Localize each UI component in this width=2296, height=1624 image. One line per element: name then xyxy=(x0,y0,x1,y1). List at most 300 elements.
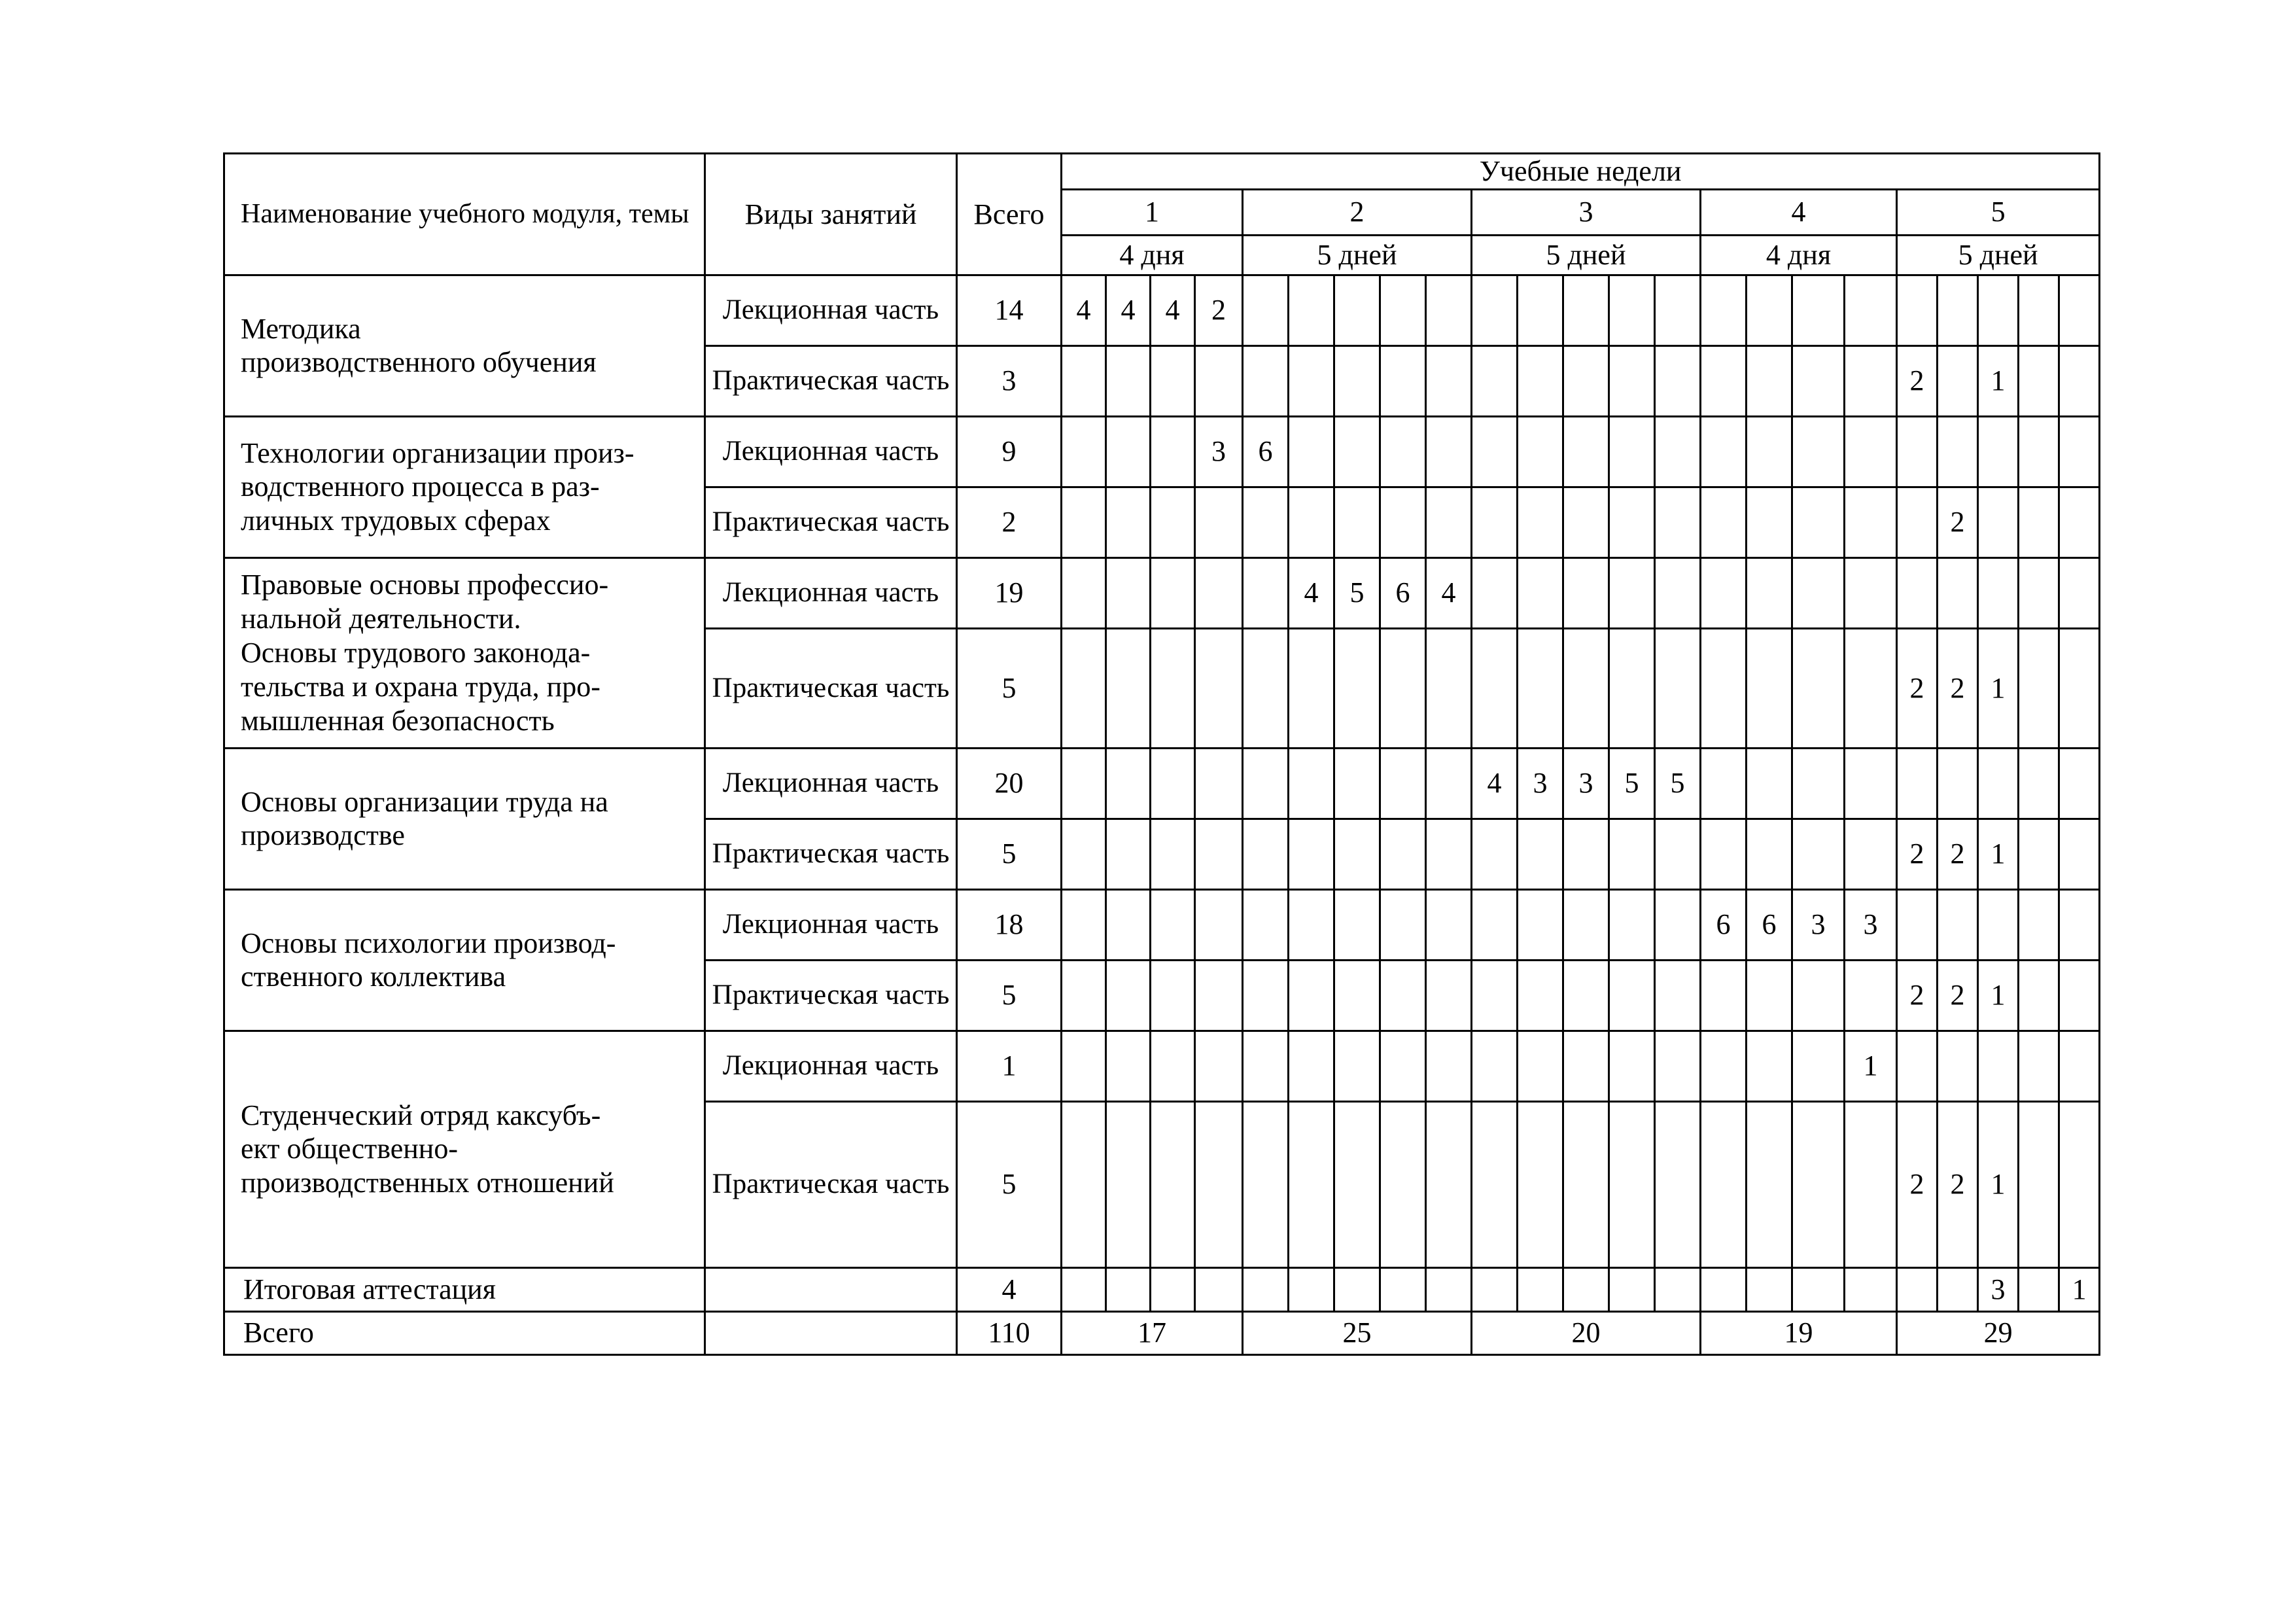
week-total: 20 xyxy=(1472,1311,1701,1354)
day-hours xyxy=(1106,628,1151,748)
module-name-text xyxy=(241,785,692,853)
lesson-kind: Практическая часть xyxy=(705,1101,957,1267)
day-hours xyxy=(1563,487,1609,557)
lesson-kind: Лекционная часть xyxy=(705,1031,957,1101)
day-hours xyxy=(1472,557,1518,628)
day-hours xyxy=(2019,487,2059,557)
day-hours xyxy=(2059,557,2100,628)
attestation-row xyxy=(224,1267,2100,1311)
day-hours xyxy=(1518,487,1563,557)
day-hours xyxy=(1334,819,1380,889)
day-hours xyxy=(1062,1031,1106,1101)
day-hours xyxy=(1062,748,1106,819)
module-name-text xyxy=(241,436,692,538)
day-hours xyxy=(1195,345,1243,416)
day-hours xyxy=(1106,557,1151,628)
hours-total: 5 xyxy=(957,628,1062,748)
day-hours xyxy=(1701,748,1747,819)
day-hours xyxy=(2019,345,2059,416)
module-name-text xyxy=(241,568,692,738)
lesson-kind: Практическая часть xyxy=(705,487,957,557)
day-hours xyxy=(1289,960,1334,1031)
day-hours: 2 xyxy=(1897,1101,1938,1267)
day-hours: 1 xyxy=(1845,1031,1897,1101)
module-name-line: личных трудовых сферах xyxy=(241,504,551,537)
day-hours xyxy=(1792,275,1845,345)
day-hours xyxy=(1518,1101,1563,1267)
day-hours xyxy=(1062,889,1106,960)
day-hours xyxy=(1426,1031,1472,1101)
day-hours: 4 xyxy=(1151,275,1195,345)
schedule-table xyxy=(223,152,2100,1356)
day-hours xyxy=(1380,275,1426,345)
module-name-text xyxy=(241,927,692,995)
module-name-line: Основы трудового законода- xyxy=(241,636,591,669)
day-hours: 2 xyxy=(1938,819,1978,889)
day-hours xyxy=(1380,1267,1426,1311)
day-hours xyxy=(1426,416,1472,487)
week-days: 4 дня xyxy=(1062,235,1243,275)
day-hours xyxy=(2059,275,2100,345)
day-hours xyxy=(1289,748,1334,819)
day-hours: 3 xyxy=(1792,889,1845,960)
day-hours xyxy=(1845,416,1897,487)
day-hours xyxy=(1380,487,1426,557)
day-hours xyxy=(1609,557,1655,628)
day-hours: 2 xyxy=(1938,960,1978,1031)
day-hours xyxy=(1195,748,1243,819)
day-hours xyxy=(1243,1267,1289,1311)
day-hours xyxy=(1472,889,1518,960)
day-hours xyxy=(1334,960,1380,1031)
day-hours xyxy=(1938,275,1978,345)
day-hours xyxy=(1472,1101,1518,1267)
day-hours: 2 xyxy=(1897,960,1938,1031)
module-name-line: Основы психологии производ- xyxy=(241,927,616,959)
day-hours xyxy=(1426,1267,1472,1311)
day-hours xyxy=(1563,345,1609,416)
day-hours xyxy=(1334,416,1380,487)
day-hours xyxy=(1655,487,1701,557)
day-hours: 1 xyxy=(1978,345,2019,416)
day-hours: 2 xyxy=(1897,345,1938,416)
day-hours xyxy=(1563,960,1609,1031)
day-hours xyxy=(1747,748,1792,819)
day-hours xyxy=(1289,1267,1334,1311)
day-hours: 6 xyxy=(1701,889,1747,960)
day-hours xyxy=(1792,628,1845,748)
day-hours xyxy=(1380,345,1426,416)
day-hours xyxy=(1897,557,1938,628)
day-hours xyxy=(1243,557,1289,628)
day-hours xyxy=(1151,345,1195,416)
module-name-line: ственного коллектива xyxy=(241,961,506,993)
day-hours xyxy=(1334,1267,1380,1311)
day-hours xyxy=(1792,487,1845,557)
week-total: 19 xyxy=(1701,1311,1897,1354)
day-hours xyxy=(1518,1267,1563,1311)
day-hours: 3 xyxy=(1978,1267,2019,1311)
day-hours xyxy=(1380,748,1426,819)
day-hours xyxy=(1518,889,1563,960)
module-name-line: мышленная безопасность xyxy=(241,704,555,737)
module-name-line: Технологии организации произ- xyxy=(241,436,635,469)
lesson-kind: Лекционная часть xyxy=(705,275,957,345)
day-hours xyxy=(2019,628,2059,748)
day-hours xyxy=(1897,889,1938,960)
day-hours xyxy=(1518,275,1563,345)
day-hours xyxy=(1655,557,1701,628)
module-row xyxy=(224,1031,2100,1101)
day-hours xyxy=(1938,416,1978,487)
module-row xyxy=(224,275,2100,345)
day-hours xyxy=(1106,819,1151,889)
day-hours xyxy=(1334,1031,1380,1101)
day-hours xyxy=(1106,1031,1151,1101)
day-hours xyxy=(1938,889,1978,960)
day-hours: 5 xyxy=(1334,557,1380,628)
lesson-kind: Практическая часть xyxy=(705,628,957,748)
summary-row xyxy=(224,1311,2100,1354)
day-hours xyxy=(1701,960,1747,1031)
day-hours: 6 xyxy=(1380,557,1426,628)
day-hours xyxy=(1701,557,1747,628)
hours-total: 5 xyxy=(957,1101,1062,1267)
day-hours xyxy=(1426,275,1472,345)
day-hours xyxy=(1195,1031,1243,1101)
day-hours xyxy=(1151,748,1195,819)
day-hours: 5 xyxy=(1655,748,1701,819)
day-hours xyxy=(1792,960,1845,1031)
module-name xyxy=(224,275,705,416)
day-hours xyxy=(1845,1267,1897,1311)
day-hours xyxy=(1518,628,1563,748)
day-hours xyxy=(1151,889,1195,960)
day-hours xyxy=(1701,416,1747,487)
day-hours xyxy=(1938,557,1978,628)
attestation-total: 4 xyxy=(957,1267,1062,1311)
day-hours xyxy=(1472,628,1518,748)
day-hours xyxy=(1243,487,1289,557)
day-hours xyxy=(1151,487,1195,557)
day-hours xyxy=(1380,416,1426,487)
day-hours xyxy=(1747,345,1792,416)
day-hours xyxy=(1289,628,1334,748)
day-hours xyxy=(1701,1031,1747,1101)
day-hours xyxy=(1106,889,1151,960)
day-hours xyxy=(1655,960,1701,1031)
day-hours xyxy=(1938,345,1978,416)
day-hours xyxy=(1845,960,1897,1031)
header-total: Всего xyxy=(957,154,1062,275)
day-hours xyxy=(1655,819,1701,889)
day-hours xyxy=(1106,1267,1151,1311)
day-hours xyxy=(1701,819,1747,889)
day-hours xyxy=(1380,1101,1426,1267)
week-days: 4 дня xyxy=(1701,235,1897,275)
day-hours xyxy=(2019,1101,2059,1267)
day-hours xyxy=(1151,819,1195,889)
day-hours: 1 xyxy=(1978,819,2019,889)
day-hours xyxy=(2019,748,2059,819)
day-hours xyxy=(1426,889,1472,960)
day-hours xyxy=(1289,275,1334,345)
header-weeks: Учебные недели xyxy=(1062,154,2100,190)
day-hours xyxy=(1563,889,1609,960)
day-hours xyxy=(1845,487,1897,557)
summary-label: Всего xyxy=(224,1311,705,1354)
day-hours xyxy=(1518,557,1563,628)
day-hours xyxy=(1106,487,1151,557)
module-name-text xyxy=(241,312,692,380)
day-hours xyxy=(1747,416,1792,487)
day-hours xyxy=(1792,1101,1845,1267)
day-hours xyxy=(2059,748,2100,819)
day-hours xyxy=(1426,748,1472,819)
day-hours xyxy=(2019,819,2059,889)
day-hours xyxy=(1747,960,1792,1031)
day-hours xyxy=(2019,1031,2059,1101)
day-hours xyxy=(2019,889,2059,960)
week-total: 25 xyxy=(1243,1311,1472,1354)
day-hours xyxy=(1609,889,1655,960)
day-hours xyxy=(1062,557,1106,628)
day-hours xyxy=(2019,557,2059,628)
module-name-line: ект общественно- xyxy=(241,1133,458,1165)
day-hours xyxy=(1426,345,1472,416)
module-name-line: производстве xyxy=(241,819,405,852)
day-hours: 4 xyxy=(1289,557,1334,628)
hours-total: 9 xyxy=(957,416,1062,487)
day-hours xyxy=(1062,416,1106,487)
day-hours xyxy=(1062,1267,1106,1311)
hours-total: 18 xyxy=(957,889,1062,960)
day-hours xyxy=(2019,1267,2059,1311)
day-hours xyxy=(1289,889,1334,960)
day-hours xyxy=(1472,487,1518,557)
day-hours xyxy=(1380,960,1426,1031)
module-name-line: производственных отношений xyxy=(241,1167,614,1199)
day-hours xyxy=(1792,819,1845,889)
day-hours xyxy=(1747,557,1792,628)
day-hours xyxy=(1792,748,1845,819)
day-hours xyxy=(1334,1101,1380,1267)
day-hours xyxy=(1062,1101,1106,1267)
day-hours xyxy=(2019,416,2059,487)
day-hours xyxy=(1151,1267,1195,1311)
day-hours xyxy=(1518,960,1563,1031)
day-hours xyxy=(1845,819,1897,889)
hours-total: 14 xyxy=(957,275,1062,345)
day-hours: 2 xyxy=(1195,275,1243,345)
module-name-line: Методика xyxy=(241,312,361,345)
day-hours xyxy=(1792,345,1845,416)
day-hours xyxy=(1334,628,1380,748)
day-hours xyxy=(1426,819,1472,889)
day-hours xyxy=(1106,345,1151,416)
module-row xyxy=(224,557,2100,628)
day-hours xyxy=(1563,628,1609,748)
day-hours xyxy=(1938,748,1978,819)
day-hours: 2 xyxy=(1897,819,1938,889)
day-hours xyxy=(1609,628,1655,748)
day-hours xyxy=(1289,345,1334,416)
day-hours xyxy=(1334,275,1380,345)
day-hours: 4 xyxy=(1426,557,1472,628)
day-hours xyxy=(1334,748,1380,819)
module-row xyxy=(224,748,2100,819)
day-hours: 4 xyxy=(1472,748,1518,819)
day-hours xyxy=(1747,1101,1792,1267)
week-number: 4 xyxy=(1701,189,1897,235)
day-hours xyxy=(1195,1267,1243,1311)
day-hours: 3 xyxy=(1518,748,1563,819)
day-hours xyxy=(1978,557,2019,628)
day-hours xyxy=(1243,748,1289,819)
week-days: 5 дней xyxy=(1897,235,2100,275)
day-hours xyxy=(1334,487,1380,557)
day-hours: 1 xyxy=(1978,1101,2019,1267)
day-hours xyxy=(1243,275,1289,345)
week-days: 5 дней xyxy=(1243,235,1472,275)
day-hours xyxy=(1195,819,1243,889)
day-hours: 3 xyxy=(1845,889,1897,960)
day-hours xyxy=(2059,487,2100,557)
day-hours xyxy=(1426,487,1472,557)
day-hours xyxy=(1243,960,1289,1031)
day-hours xyxy=(1701,1267,1747,1311)
week-days: 5 дней xyxy=(1472,235,1701,275)
day-hours xyxy=(1380,819,1426,889)
day-hours xyxy=(1897,416,1938,487)
attestation-label: Итоговая аттестация xyxy=(224,1267,705,1311)
day-hours xyxy=(1747,628,1792,748)
day-hours xyxy=(1609,1101,1655,1267)
day-hours xyxy=(1151,628,1195,748)
day-hours xyxy=(1845,275,1897,345)
day-hours xyxy=(1426,628,1472,748)
day-hours xyxy=(1655,275,1701,345)
day-hours xyxy=(1380,628,1426,748)
day-hours xyxy=(1845,345,1897,416)
day-hours xyxy=(2059,345,2100,416)
lesson-kind: Лекционная часть xyxy=(705,416,957,487)
day-hours xyxy=(1518,1031,1563,1101)
header-module-name: Наименование учебного модуля, темы xyxy=(224,154,705,275)
day-hours xyxy=(1062,960,1106,1031)
day-hours xyxy=(1747,275,1792,345)
lesson-kind: Лекционная часть xyxy=(705,557,957,628)
day-hours xyxy=(1655,1267,1701,1311)
hours-total: 5 xyxy=(957,960,1062,1031)
day-hours xyxy=(1106,960,1151,1031)
day-hours xyxy=(1845,748,1897,819)
day-hours xyxy=(1655,628,1701,748)
day-hours xyxy=(1472,345,1518,416)
day-hours xyxy=(1938,1031,1978,1101)
day-hours xyxy=(1151,1101,1195,1267)
day-hours xyxy=(1518,416,1563,487)
day-hours xyxy=(1195,1101,1243,1267)
day-hours xyxy=(1563,1101,1609,1267)
module-name xyxy=(224,889,705,1031)
day-hours xyxy=(1472,1267,1518,1311)
module-name-line: водственного процесса в раз- xyxy=(241,470,600,503)
day-hours xyxy=(1609,275,1655,345)
day-hours xyxy=(2019,960,2059,1031)
day-hours: 6 xyxy=(1747,889,1792,960)
lesson-kind: Практическая часть xyxy=(705,819,957,889)
day-hours xyxy=(1978,416,2019,487)
day-hours: 4 xyxy=(1106,275,1151,345)
module-row xyxy=(224,889,2100,960)
day-hours xyxy=(1747,819,1792,889)
day-hours xyxy=(1747,487,1792,557)
day-hours xyxy=(2059,1031,2100,1101)
day-hours xyxy=(1518,819,1563,889)
day-hours xyxy=(1106,1101,1151,1267)
hours-total: 19 xyxy=(957,557,1062,628)
hours-total: 20 xyxy=(957,748,1062,819)
day-hours xyxy=(1978,748,2019,819)
day-hours xyxy=(2059,1101,2100,1267)
week-number: 1 xyxy=(1062,189,1243,235)
day-hours xyxy=(1563,1031,1609,1101)
day-hours: 3 xyxy=(1195,416,1243,487)
day-hours xyxy=(1792,1267,1845,1311)
day-hours xyxy=(1472,1031,1518,1101)
day-hours: 2 xyxy=(1938,628,1978,748)
day-hours xyxy=(1701,275,1747,345)
summary-total: 110 xyxy=(957,1311,1062,1354)
day-hours xyxy=(1243,819,1289,889)
week-number: 3 xyxy=(1472,189,1701,235)
day-hours xyxy=(1062,628,1106,748)
day-hours xyxy=(1334,889,1380,960)
hours-total: 1 xyxy=(957,1031,1062,1101)
day-hours xyxy=(1380,1031,1426,1101)
day-hours xyxy=(1106,416,1151,487)
day-hours xyxy=(1062,487,1106,557)
module-name-line: Основы организации труда на xyxy=(241,785,608,818)
day-hours xyxy=(1655,416,1701,487)
day-hours xyxy=(2019,275,2059,345)
day-hours xyxy=(1151,960,1195,1031)
day-hours xyxy=(1938,1267,1978,1311)
day-hours xyxy=(1609,960,1655,1031)
day-hours xyxy=(2059,416,2100,487)
day-hours: 4 xyxy=(1062,275,1106,345)
lesson-kind: Лекционная часть xyxy=(705,889,957,960)
week-number: 2 xyxy=(1243,189,1472,235)
day-hours xyxy=(1243,889,1289,960)
day-hours xyxy=(1609,345,1655,416)
header-row-1 xyxy=(224,154,2100,190)
day-hours xyxy=(1978,275,2019,345)
day-hours xyxy=(1472,960,1518,1031)
day-hours xyxy=(1563,819,1609,889)
day-hours: 1 xyxy=(1978,960,2019,1031)
week-total: 29 xyxy=(1897,1311,2100,1354)
day-hours xyxy=(1792,1031,1845,1101)
lesson-kind: Лекционная часть xyxy=(705,748,957,819)
day-hours xyxy=(1609,1267,1655,1311)
day-hours xyxy=(1243,628,1289,748)
day-hours xyxy=(1701,628,1747,748)
week-total: 17 xyxy=(1062,1311,1243,1354)
day-hours xyxy=(1062,819,1106,889)
day-hours xyxy=(1609,819,1655,889)
